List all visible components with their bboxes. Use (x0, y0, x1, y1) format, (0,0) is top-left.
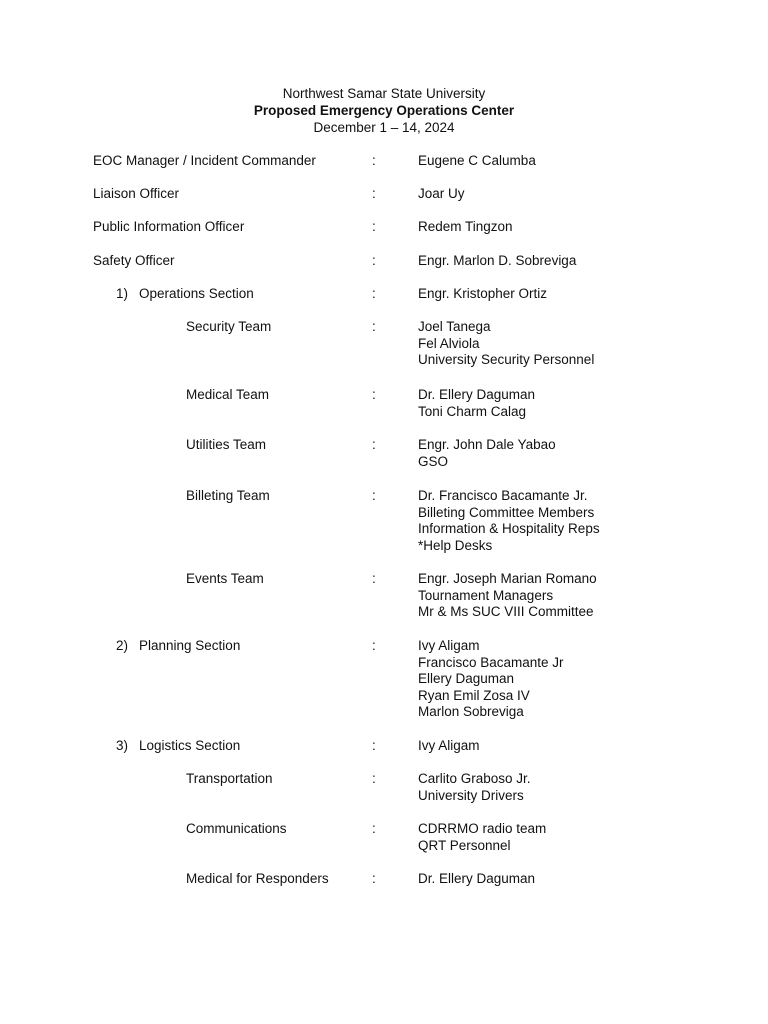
separator-colon: : (372, 387, 376, 402)
assignee-list (418, 638, 564, 721)
assignee-list (418, 186, 465, 203)
assignee: Engr. Kristopher Ortiz (418, 286, 548, 301)
assignee-list (418, 738, 480, 755)
assignee: Marlon Sobreviga (418, 704, 524, 720)
assignee: Dr. Ellery Daguman (418, 387, 536, 402)
role-label: Safety Officer (93, 253, 175, 268)
separator-colon: : (372, 253, 376, 268)
assignee-list (418, 571, 597, 621)
section-number: 1) (116, 286, 129, 301)
assignee: Billeting Committee Members (418, 504, 595, 520)
team-label: Security Team (186, 319, 272, 334)
assignee: Francisco Bacamante Jr (418, 654, 564, 670)
role-label: Public Information Officer (93, 219, 245, 234)
date-range: December 1 – 14, 2024 (313, 120, 455, 135)
team-label: Billeting Team (186, 488, 270, 503)
section-number: 2) (116, 638, 129, 653)
assignee: GSO (418, 453, 449, 469)
assignee: Engr. Marlon D. Sobreviga (418, 253, 577, 268)
document-header (0, 86, 768, 137)
assignee: Ivy Aligam (418, 638, 480, 653)
section-label: Logistics Section (139, 738, 241, 753)
separator-colon: : (372, 871, 376, 886)
separator-colon: : (372, 488, 376, 503)
assignee: Eugene C Calumba (418, 153, 536, 168)
document-title: Proposed Emergency Operations Center (253, 103, 515, 118)
assignee-list (418, 253, 576, 270)
assignee-list (418, 319, 594, 369)
assignee-list (418, 771, 531, 804)
separator-colon: : (372, 571, 376, 586)
assignee: Information & Hospitality Reps (418, 521, 600, 537)
separator-colon: : (372, 286, 376, 301)
assignee: Redem Tingzon (418, 219, 513, 234)
assignee: Fel Alviola (418, 335, 480, 351)
team-label: Communications (186, 821, 287, 836)
assignee-list (418, 437, 556, 470)
assignee: University Security Personnel (418, 352, 595, 368)
assignee: QRT Personnel (418, 837, 511, 853)
assignee: University Drivers (418, 787, 524, 803)
assignee: Tournament Managers (418, 587, 554, 603)
assignee-list (418, 219, 513, 236)
separator-colon: : (372, 821, 376, 836)
assignee: Joel Tanega (418, 319, 491, 334)
separator-colon: : (372, 186, 376, 201)
separator-colon: : (372, 319, 376, 334)
assignee: Toni Charm Calag (418, 403, 527, 419)
section-number: 3) (116, 738, 129, 753)
assignee: Carlito Graboso Jr. (418, 771, 531, 786)
role-label: Liaison Officer (93, 186, 180, 201)
team-label: Medical for Responders (186, 871, 329, 886)
assignee: Mr & Ms SUC VIII Committee (418, 604, 594, 620)
assignee: Dr. Ellery Daguman (418, 871, 536, 886)
team-label: Transportation (186, 771, 273, 786)
assignee: Ryan Emil Zosa IV (418, 687, 530, 703)
assignee-list (418, 821, 546, 854)
section-label: Planning Section (139, 638, 241, 653)
assignee: CDRRMO radio team (418, 821, 547, 836)
separator-colon: : (372, 437, 376, 452)
separator-colon: : (372, 771, 376, 786)
assignee: Ellery Daguman (418, 671, 515, 687)
team-label: Medical Team (186, 387, 270, 402)
institution-name: Northwest Samar State University (282, 86, 486, 101)
assignee: Engr. Joseph Marian Romano (418, 571, 597, 586)
assignee-list (418, 286, 547, 303)
section-label: Operations Section (139, 286, 254, 301)
separator-colon: : (372, 638, 376, 653)
assignee-list (418, 488, 600, 554)
assignee: Ivy Aligam (418, 738, 480, 753)
assignee: Engr. John Dale Yabao (418, 437, 556, 452)
team-label: Events Team (186, 571, 264, 586)
separator-colon: : (372, 219, 376, 234)
assignee-list (418, 871, 535, 888)
team-label: Utilities Team (186, 437, 267, 452)
separator-colon: : (372, 153, 376, 168)
assignee: *Help Desks (418, 537, 493, 553)
separator-colon: : (372, 738, 376, 753)
role-label: EOC Manager / Incident Commander (93, 153, 316, 168)
assignee: Joar Uy (418, 186, 465, 201)
assignee: Dr. Francisco Bacamante Jr. (418, 488, 588, 503)
assignee-list (418, 153, 536, 170)
assignee-list (418, 387, 535, 420)
